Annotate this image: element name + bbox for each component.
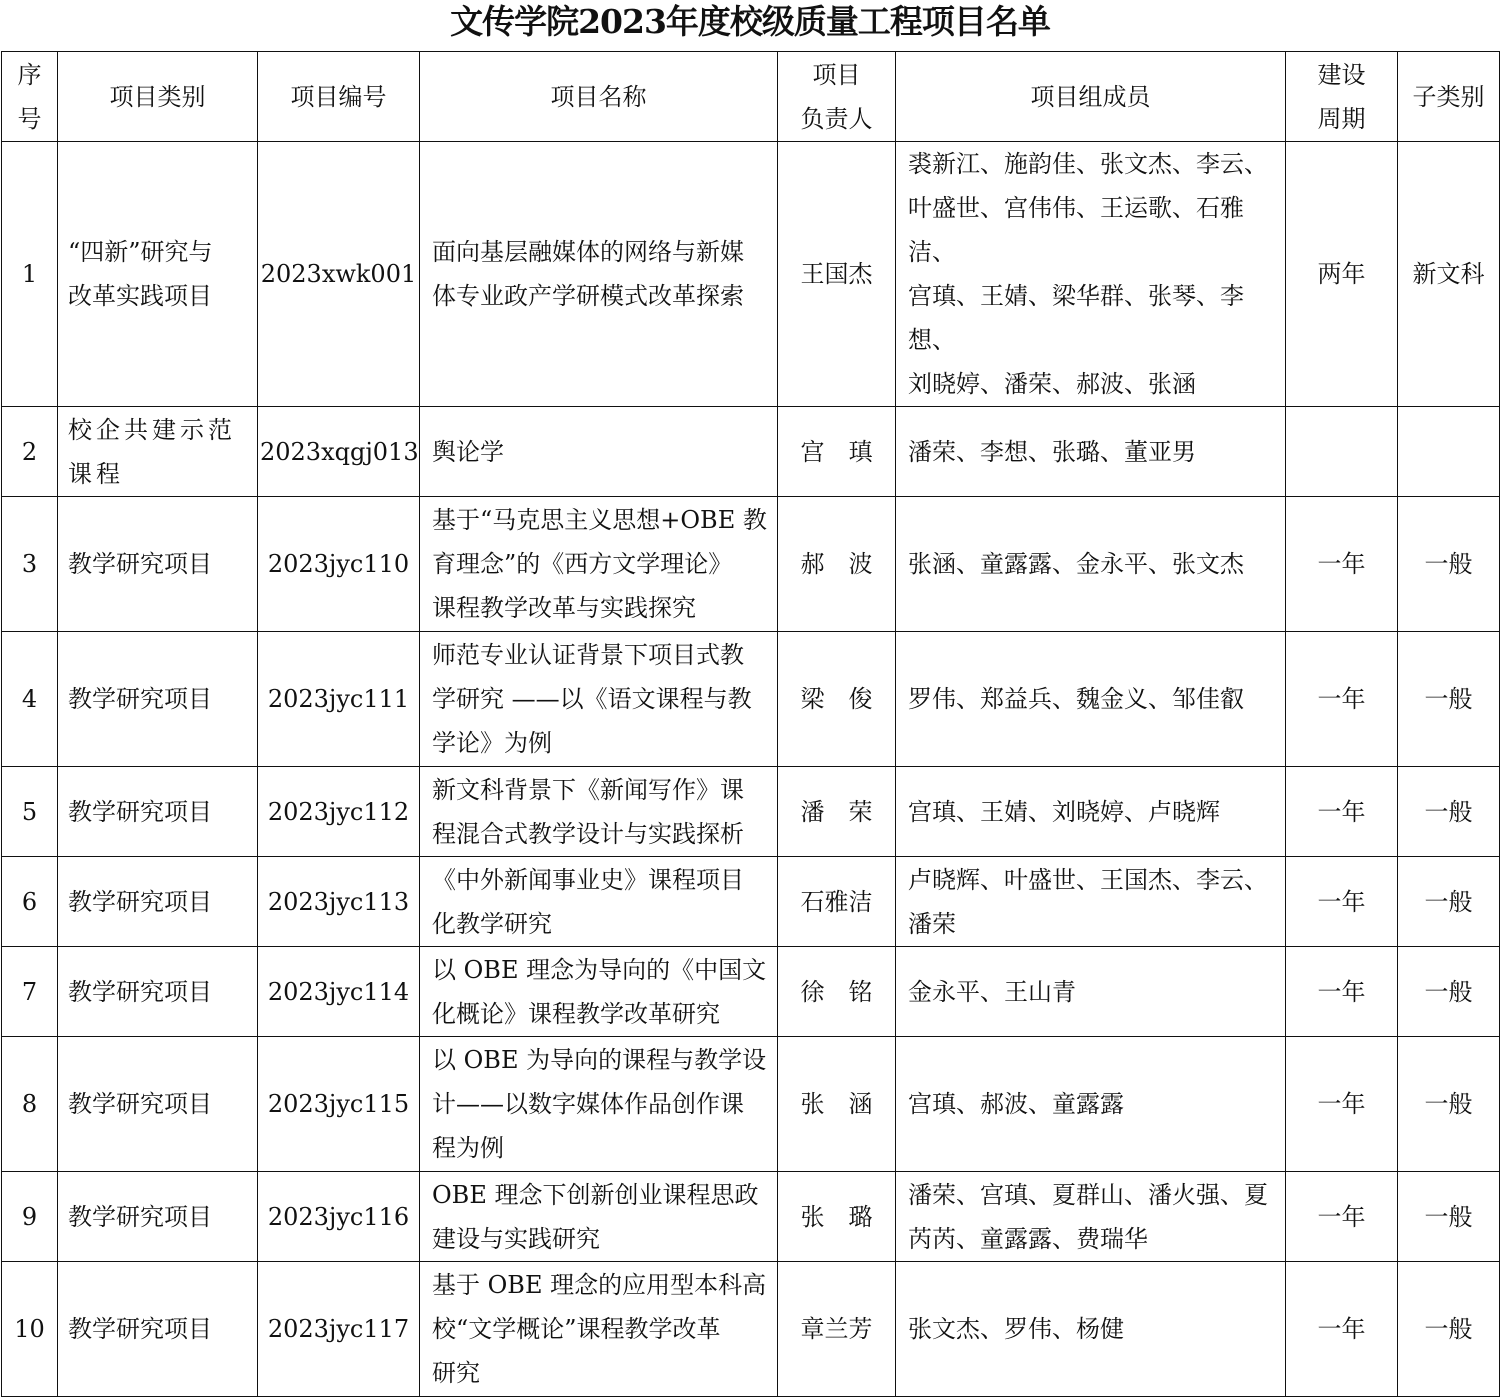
cell-members <box>896 1037 1286 1172</box>
cell-leader: 徐 铭 <box>778 947 896 1037</box>
cell-category-line: 教学研究项目 <box>68 1202 212 1231</box>
cell-period: 两年 <box>1286 142 1398 407</box>
cell-subcategory: 一般 <box>1398 767 1500 857</box>
table-row <box>2 947 1500 1037</box>
cell-period: 一年 <box>1286 767 1398 857</box>
cell-members <box>896 767 1286 857</box>
cell-subcategory <box>1398 407 1500 497</box>
cell-name-line: 师范专业认证背景下项目式教 <box>432 641 744 669</box>
cell-subcategory: 一般 <box>1398 1037 1500 1172</box>
cell-code: 2023jyc111 <box>258 632 420 767</box>
cell-name <box>420 407 778 497</box>
cell-period: 一年 <box>1286 497 1398 632</box>
cell-leader: 张 璐 <box>778 1172 896 1262</box>
cell-category-line: 教学研究项目 <box>68 1090 212 1118</box>
cell-period: 一年 <box>1286 857 1398 947</box>
cell-members <box>896 497 1286 632</box>
cell-period: 一年 <box>1286 947 1398 1037</box>
cell-code: 2023jyc110 <box>258 497 420 632</box>
cell-subcategory: 一般 <box>1398 947 1500 1037</box>
cell-category-line: “四新”研究与 <box>68 238 213 266</box>
cell-leader: 宫 瑱 <box>778 407 896 497</box>
cell-members-line: 潘荣、宫瑱、夏群山、潘火强、夏 <box>908 1180 1268 1209</box>
cell-category <box>58 1262 258 1397</box>
cell-name <box>420 947 778 1037</box>
cell-subcategory: 一般 <box>1398 1262 1500 1397</box>
table-row <box>2 1262 1500 1397</box>
cell-name-line: 育理念”的《西方文学理论》 <box>432 550 733 578</box>
cell-members-line: 宫瑱、王婧、梁华群、张琴、李想、 <box>908 282 1244 354</box>
cell-name-line: 《中外新闻事业史》课程项目 <box>432 865 744 894</box>
cell-code: 2023xwk001 <box>258 142 420 407</box>
cell-category-line: 教学研究项目 <box>68 797 212 826</box>
cell-category-line: 教学研究项目 <box>68 887 212 916</box>
table-row <box>2 1172 1500 1262</box>
page-title: 文传学院2023年度校级质量工程项目名单 <box>450 2 1050 41</box>
cell-members <box>896 407 1286 497</box>
header-row <box>2 52 1500 142</box>
header-seq-line: 号 <box>17 104 42 133</box>
cell-category <box>58 1172 258 1262</box>
header-code: 项目编号 <box>258 52 420 142</box>
cell-name-line: 学研究 ——以《语文课程与教 <box>432 685 752 713</box>
cell-name-line: 舆论学 <box>432 437 504 466</box>
cell-name-line: 程混合式教学设计与实践探析 <box>432 819 744 848</box>
cell-members <box>896 947 1286 1037</box>
table-row <box>2 857 1500 947</box>
table-row <box>2 632 1500 767</box>
cell-period <box>1286 407 1398 497</box>
cell-category <box>58 857 258 947</box>
header-period-line: 建设 <box>1317 60 1366 89</box>
cell-members-line: 罗伟、郑益兵、魏金义、邹佳叡 <box>908 685 1244 713</box>
cell-name-line: OBE 理念下创新创业课程思政 <box>432 1180 759 1209</box>
table-row <box>2 1037 1500 1172</box>
cell-leader: 梁 俊 <box>778 632 896 767</box>
cell-category <box>58 1037 258 1172</box>
cell-category <box>58 947 258 1037</box>
cell-name <box>420 497 778 632</box>
cell-name-line: 体专业政产学研模式改革探索 <box>432 282 744 310</box>
cell-category <box>58 497 258 632</box>
header-period-line: 周期 <box>1317 104 1366 133</box>
cell-leader: 张 涵 <box>778 1037 896 1172</box>
table-row <box>2 407 1500 497</box>
header-leader-line: 项目 <box>812 60 861 89</box>
cell-category-line: 教学研究项目 <box>68 1315 212 1343</box>
cell-members-line: 宫瑱、郝波、童露露 <box>908 1090 1124 1118</box>
cell-category-line: 改革实践项目 <box>68 282 212 310</box>
cell-leader: 潘 荣 <box>778 767 896 857</box>
cell-category-line: 教学研究项目 <box>68 550 212 578</box>
cell-code: 2023xqgj013 <box>258 407 420 497</box>
cell-seq: 1 <box>2 142 58 407</box>
cell-leader: 王国杰 <box>778 142 896 407</box>
cell-members-line: 裘新江、施韵佳、张文杰、李云、 <box>908 150 1268 178</box>
table-body <box>2 142 1500 1397</box>
cell-seq: 3 <box>2 497 58 632</box>
cell-seq: 10 <box>2 1262 58 1397</box>
cell-period: 一年 <box>1286 1262 1398 1397</box>
cell-seq: 8 <box>2 1037 58 1172</box>
cell-name-line: 基于“马克思主义思想+OBE 教 <box>432 506 767 534</box>
cell-category-line: 校企共建示范 <box>68 415 236 444</box>
cell-category <box>58 142 258 407</box>
cell-name-line: 计——以数字媒体作品创作课 <box>432 1090 744 1118</box>
table-row <box>2 497 1500 632</box>
table-row <box>2 142 1500 407</box>
cell-period: 一年 <box>1286 1172 1398 1262</box>
cell-seq: 7 <box>2 947 58 1037</box>
cell-subcategory: 新文科 <box>1398 142 1500 407</box>
cell-name-line: 以 OBE 为导向的课程与教学设 <box>432 1046 767 1074</box>
cell-subcategory: 一般 <box>1398 1172 1500 1262</box>
header-leader-line: 负责人 <box>800 104 873 133</box>
cell-name-line: 程为例 <box>432 1134 504 1162</box>
cell-name-line: 研究 <box>432 1359 480 1387</box>
cell-members <box>896 142 1286 407</box>
cell-seq: 4 <box>2 632 58 767</box>
cell-name <box>420 1262 778 1397</box>
cell-leader: 章兰芳 <box>778 1262 896 1397</box>
cell-name <box>420 1037 778 1172</box>
cell-members <box>896 1172 1286 1262</box>
table-row <box>2 767 1500 857</box>
cell-name-line: 课程教学改革与实践探究 <box>432 594 696 622</box>
cell-members-line: 金永平、王山青 <box>908 977 1076 1006</box>
cell-name-line: 学论》为例 <box>432 729 552 757</box>
cell-members-line: 宫瑱、王婧、刘晓婷、卢晓辉 <box>908 797 1220 826</box>
cell-name-line: 新文科背景下《新闻写作》课 <box>432 775 744 804</box>
cell-category-line: 教学研究项目 <box>68 685 212 713</box>
cell-members <box>896 632 1286 767</box>
cell-name <box>420 1172 778 1262</box>
cell-members-line: 芮芮、童露露、费瑞华 <box>908 1224 1148 1253</box>
cell-code: 2023jyc116 <box>258 1172 420 1262</box>
cell-members-line: 张涵、童露露、金永平、张文杰 <box>908 550 1244 578</box>
cell-name-line: 基于 OBE 理念的应用型本科高 <box>432 1271 767 1299</box>
cell-members-line: 张文杰、罗伟、杨健 <box>908 1315 1124 1343</box>
cell-name-line: 建设与实践研究 <box>432 1224 600 1253</box>
cell-code: 2023jyc112 <box>258 767 420 857</box>
cell-category <box>58 632 258 767</box>
cell-members <box>896 857 1286 947</box>
cell-name <box>420 142 778 407</box>
cell-name-line: 校“文学概论”课程教学改革 <box>432 1315 721 1343</box>
cell-seq: 6 <box>2 857 58 947</box>
cell-period: 一年 <box>1286 632 1398 767</box>
cell-seq: 5 <box>2 767 58 857</box>
cell-members-line: 刘晓婷、潘荣、郝波、张涵 <box>908 370 1196 398</box>
header-category: 项目类别 <box>58 52 258 142</box>
cell-seq: 2 <box>2 407 58 497</box>
cell-subcategory: 一般 <box>1398 857 1500 947</box>
cell-name-line: 以 OBE 理念为导向的《中国文 <box>432 955 767 984</box>
header-leader <box>778 52 896 142</box>
cell-name <box>420 767 778 857</box>
header-seq-line: 序 <box>17 60 42 89</box>
cell-seq: 9 <box>2 1172 58 1262</box>
cell-leader: 石雅洁 <box>778 857 896 947</box>
cell-subcategory: 一般 <box>1398 497 1500 632</box>
cell-name-line: 面向基层融媒体的网络与新媒 <box>432 238 744 266</box>
cell-code: 2023jyc115 <box>258 1037 420 1172</box>
cell-members-line: 潘荣、李想、张璐、董亚男 <box>908 437 1196 466</box>
cell-period: 一年 <box>1286 1037 1398 1172</box>
cell-category <box>58 407 258 497</box>
cell-category <box>58 767 258 857</box>
header-seq <box>2 52 58 142</box>
cell-members-line: 叶盛世、宫伟伟、王运歌、石雅洁、 <box>908 194 1244 266</box>
cell-code: 2023jyc113 <box>258 857 420 947</box>
cell-name-line: 化概论》课程教学改革研究 <box>432 999 720 1028</box>
cell-code: 2023jyc114 <box>258 947 420 1037</box>
header-period <box>1286 52 1398 142</box>
cell-name <box>420 632 778 767</box>
cell-members-line: 卢晓辉、叶盛世、王国杰、李云、 <box>908 865 1268 894</box>
cell-members-line: 潘荣 <box>908 909 956 938</box>
cell-members <box>896 1262 1286 1397</box>
cell-code: 2023jyc117 <box>258 1262 420 1397</box>
project-table <box>1 51 1500 1397</box>
cell-category-line: 教学研究项目 <box>68 977 212 1006</box>
cell-name <box>420 857 778 947</box>
header-subcategory: 子类别 <box>1398 52 1500 142</box>
cell-subcategory: 一般 <box>1398 632 1500 767</box>
cell-name-line: 化教学研究 <box>432 909 552 938</box>
header-members: 项目组成员 <box>896 52 1286 142</box>
cell-leader: 郝 波 <box>778 497 896 632</box>
header-name: 项目名称 <box>420 52 778 142</box>
cell-category-line: 课程 <box>68 459 124 488</box>
